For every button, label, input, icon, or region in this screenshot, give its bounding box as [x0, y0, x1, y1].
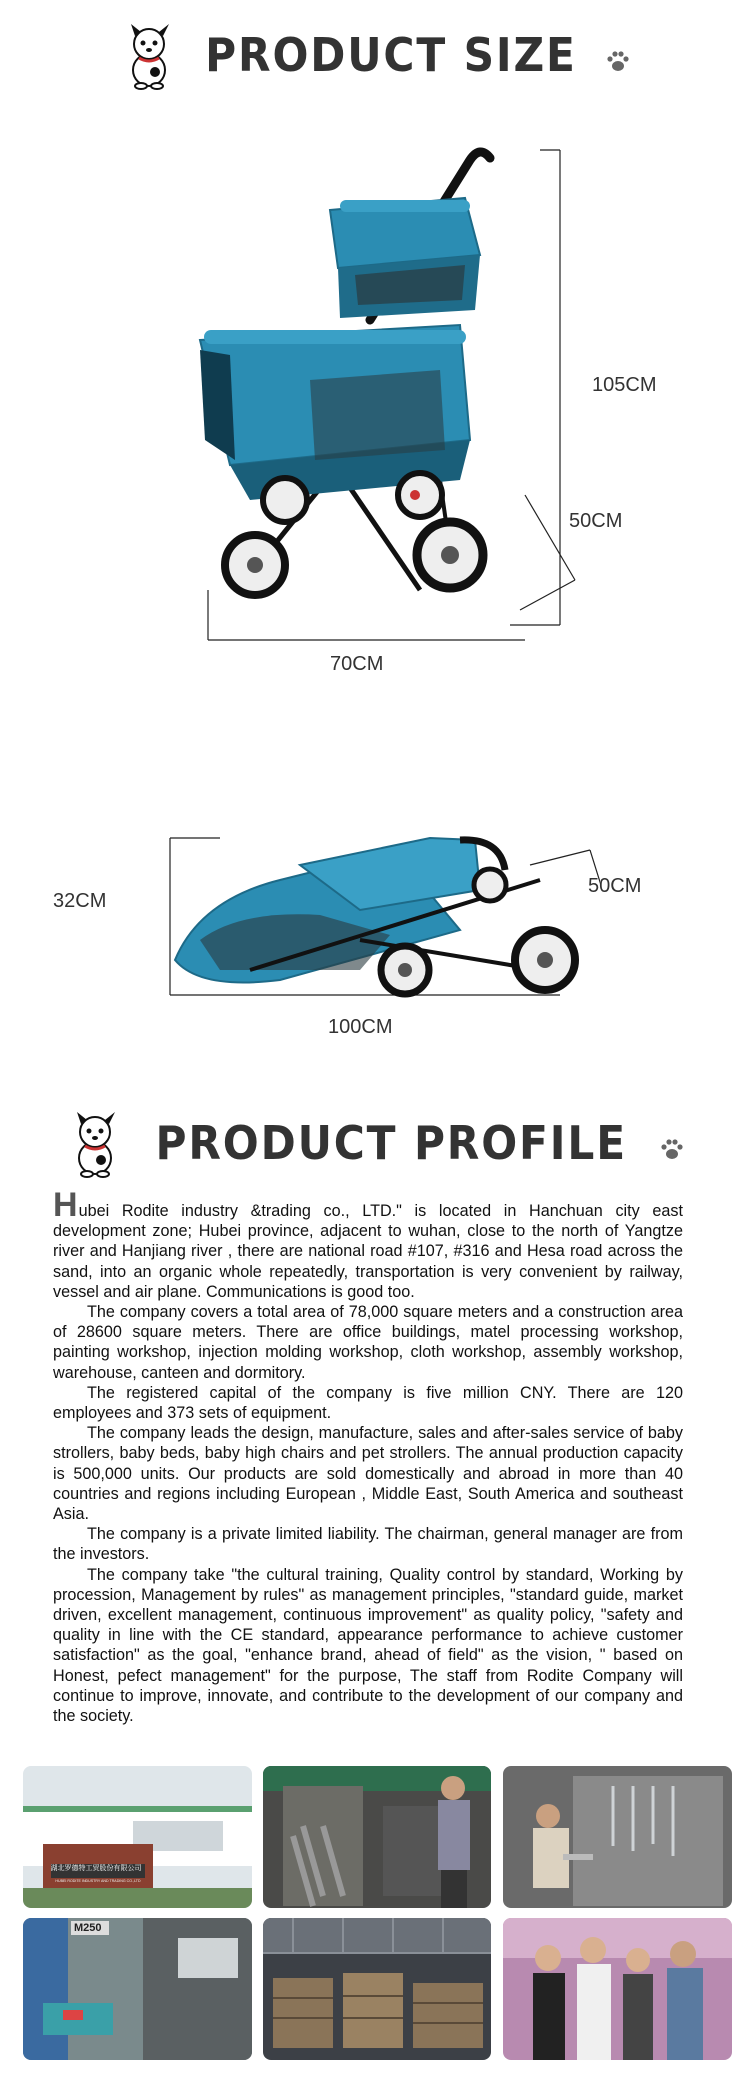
- dog-mascot-icon: [119, 20, 179, 90]
- stroller-folded: [175, 838, 575, 994]
- machine-label: M250: [74, 1922, 102, 1934]
- warehouse-photo: [263, 1918, 491, 2060]
- section-title: PRODUCT PROFILE: [155, 1116, 627, 1170]
- company-profile-text: [53, 1186, 683, 1726]
- dropcap: H: [53, 1186, 78, 1224]
- folded-depth-label: 50CM: [588, 875, 642, 897]
- factory-sign-text-en: HUBEI RODITE INDUSTRY AND TRADING CO.,LTD: [55, 1879, 141, 1883]
- painting-workshop-photo: [503, 1766, 732, 1908]
- stroller-upright: [200, 152, 490, 595]
- factory-exterior-image: [23, 1766, 252, 1908]
- metal-processing-photo: [263, 1766, 491, 1908]
- profile-paragraph: The registered capital of the company is five million CNY. There are 120 employees and 373 sets of equipment.: [53, 1383, 683, 1423]
- product-size-heading: [0, 20, 750, 90]
- factory-exterior-photo: [23, 1766, 252, 1908]
- factory-sign-text: 湖北罗德特工贸股份有限公司: [50, 1865, 142, 1872]
- upright-stroller-figure: [190, 140, 590, 650]
- folded-length-label: 100CM: [328, 1016, 393, 1038]
- dog-mascot-icon: [65, 1108, 125, 1178]
- profile-paragraph: The company leads the design, manufacture, sales and after-sales service of baby strollers, baby beds, baby high chairs and pet strollers. The annual production capacity is 500,000 units. Our products are sold domestically and abroad in more than 40 countries and regions including European , Middle East, South America and southeast Asia.: [53, 1424, 683, 1524]
- folded-height-label: 32CM: [53, 890, 107, 912]
- folded-stroller-figure: [160, 820, 600, 1010]
- profile-paragraph: The company is a private limited liability. The chairman, general manager are from the investors.: [53, 1525, 683, 1564]
- dimension-height-label: 105CM: [592, 374, 657, 396]
- profile-paragraph: The company take "the cultural training, Quality control by standard, Working by procession, Management by rules" as management principles, "standard guide, market driven, excellent management, continuous improvement" as quality policy, "safety and quality in line with the CE standard, appearance performance to achieve customer satisfaction" as the goal, "enhance brand, ahead of field" as the vision, " based on Honest, pefect management" for the purpose, The staff from Rodite Company will continue to improve, innovate, and contribute to the development of our company and the society.: [53, 1565, 683, 1726]
- machine-photo: [23, 1918, 252, 2060]
- paw-icon: [605, 49, 631, 75]
- team-photo: [503, 1918, 732, 2060]
- profile-paragraph: Hubei Rodite industry &trading co., LTD." is located in Hanchuan city east development zone; Hubei province, adjacent to wuhan, close to the north of Yangtze river and Hanjiang river , there are national road #107, #316 and Hesa road across the sand, into an organic whole repeatedly, transportation is very convenient by railway, vessel and air plane. Communications is good too.: [53, 1186, 683, 1301]
- dimension-width-label: 70CM: [330, 653, 384, 675]
- dimension-depth-label: 50CM: [569, 510, 623, 532]
- profile-paragraph: The company covers a total area of 78,000 square meters and a construction area of 28600 square meters. There are office buildings, matel processing workshop, painting workshop, injection molding workshop, cloth workshop, assembly workshop, warehouse, canteen and dormitory.: [53, 1303, 683, 1382]
- section-title: PRODUCT SIZE: [205, 28, 577, 82]
- product-profile-heading: [0, 1108, 750, 1178]
- paw-icon: [659, 1137, 685, 1163]
